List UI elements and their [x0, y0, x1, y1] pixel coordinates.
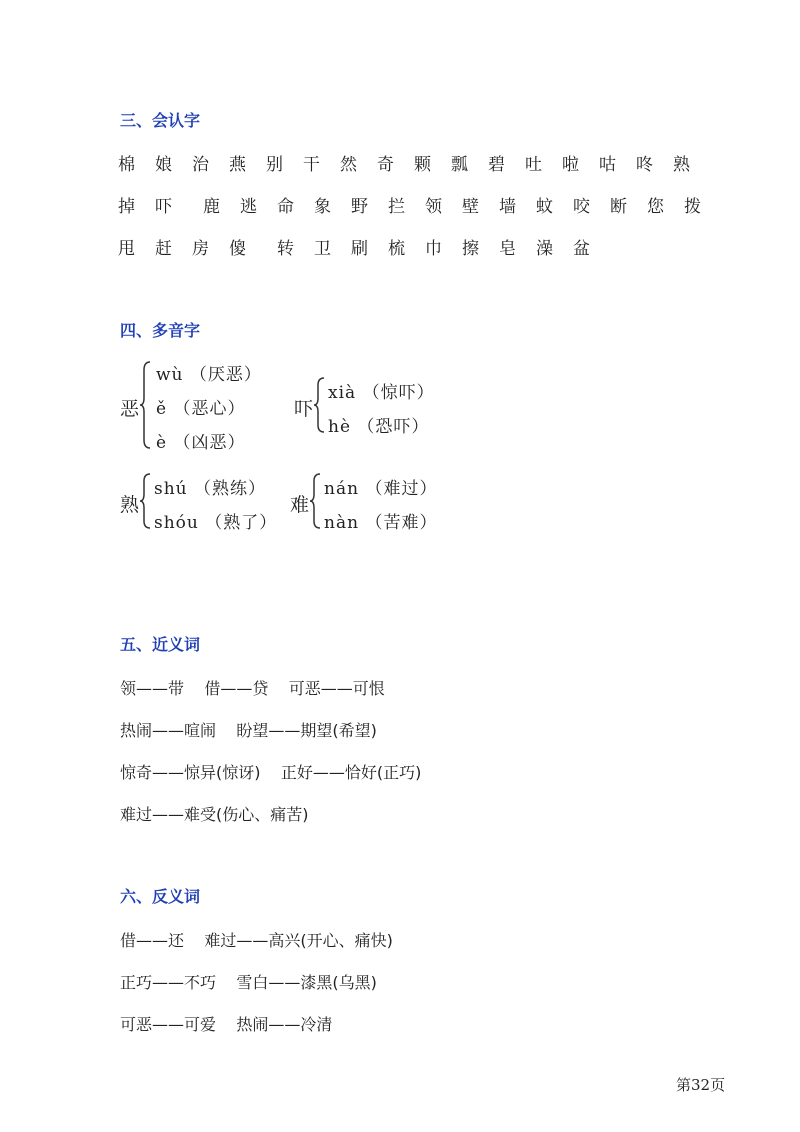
poly-group-e	[120, 358, 290, 454]
section-recognize-title: 三、会认字	[120, 111, 201, 130]
recognize-char: 皂	[499, 239, 516, 259]
recognize-char: 鹿	[203, 197, 220, 217]
recognize-char: 拦	[388, 197, 405, 217]
brace-icon	[140, 472, 152, 530]
recognize-char: 拨	[684, 197, 701, 217]
recognize-char: 然	[340, 155, 357, 175]
recognize-char: 治	[192, 155, 209, 175]
poly-char: 熟	[120, 494, 140, 516]
recognize-char: 傻	[229, 239, 246, 259]
recognize-char: 梳	[388, 239, 405, 259]
poly-reading: wù （厌恶）	[156, 365, 262, 385]
synonym-line: 难过——难受(伤心、痛苦)	[120, 805, 309, 824]
brace-icon	[314, 376, 326, 434]
recognize-char: 咚	[636, 155, 653, 175]
char-row-1	[118, 150, 710, 175]
recognize-char: 奇	[377, 155, 394, 175]
recognize-char: 您	[647, 197, 664, 217]
poly-reading: shú （熟练）	[154, 479, 267, 499]
poly-group-shu	[120, 470, 290, 534]
poly-reading: è （凶恶）	[156, 433, 246, 453]
brace-icon	[140, 360, 152, 450]
recognize-char: 象	[314, 197, 331, 217]
section-synonyms-title: 五、近义词	[120, 635, 201, 654]
poly-group-xia	[294, 374, 454, 438]
recognize-char: 卫	[314, 239, 331, 259]
recognize-char: 逃	[240, 197, 257, 217]
recognize-char: 转	[277, 239, 294, 259]
recognize-char: 赶	[155, 239, 172, 259]
recognize-char: 熟	[673, 155, 690, 175]
poly-group-nan	[290, 470, 460, 534]
recognize-char: 碧	[488, 155, 505, 175]
section-polyphonic-title: 四、多音字	[120, 321, 201, 340]
recognize-char: 燕	[229, 155, 246, 175]
recognize-char: 巾	[425, 239, 442, 259]
brace-icon	[310, 472, 322, 530]
poly-char: 吓	[294, 398, 314, 420]
recognize-char: 盆	[573, 239, 590, 259]
recognize-char: 领	[425, 197, 442, 217]
recognize-char: 命	[277, 197, 294, 217]
recognize-char: 吓	[155, 197, 172, 217]
poly-char: 恶	[120, 398, 140, 420]
recognize-char: 别	[266, 155, 283, 175]
recognize-char: 甩	[118, 239, 135, 259]
recognize-char: 瓢	[451, 155, 468, 175]
recognize-char: 棉	[118, 155, 135, 175]
recognize-char: 吐	[525, 155, 542, 175]
poly-char: 难	[290, 494, 310, 516]
recognize-char: 掉	[118, 197, 135, 217]
recognize-char: 颗	[414, 155, 431, 175]
poly-reading: nán （难过）	[324, 479, 438, 499]
recognize-char: 壁	[462, 197, 479, 217]
synonym-line: 热闹——喧闹 盼望——期望(希望)	[120, 721, 377, 740]
recognize-char: 澡	[536, 239, 553, 259]
recognize-char: 房	[192, 239, 209, 259]
synonym-line: 领——带 借——贷 可恶——可恨	[120, 679, 385, 698]
antonym-line: 可恶——可爱 热闹——冷清	[120, 1015, 333, 1034]
antonym-line: 借——还 难过——高兴(开心、痛快)	[120, 931, 393, 950]
recognize-char: 咕	[599, 155, 616, 175]
section-antonyms-title: 六、反义词	[120, 887, 201, 906]
recognize-char: 野	[351, 197, 368, 217]
recognize-char: 干	[303, 155, 320, 175]
poly-reading: nàn （苦难）	[324, 513, 438, 533]
recognize-char: 啦	[562, 155, 579, 175]
poly-reading: xià （惊吓）	[328, 383, 435, 403]
char-row-2	[118, 192, 721, 217]
recognize-char: 蚊	[536, 197, 553, 217]
recognize-char: 擦	[462, 239, 479, 259]
recognize-char: 断	[610, 197, 627, 217]
synonym-line: 惊奇——惊异(惊讶) 正好——恰好(正巧)	[120, 763, 422, 782]
poly-reading: shóu （熟了）	[154, 513, 278, 533]
page-number: 第32页	[676, 1076, 726, 1094]
char-row-3	[118, 234, 610, 259]
antonym-line: 正巧——不巧 雪白——漆黑(乌黑)	[120, 973, 377, 992]
poly-reading: ě （恶心）	[156, 399, 246, 419]
recognize-char: 娘	[155, 155, 172, 175]
recognize-char: 刷	[351, 239, 368, 259]
recognize-char: 咬	[573, 197, 590, 217]
poly-reading: hè （恐吓）	[328, 417, 430, 437]
recognize-char: 墙	[499, 197, 516, 217]
